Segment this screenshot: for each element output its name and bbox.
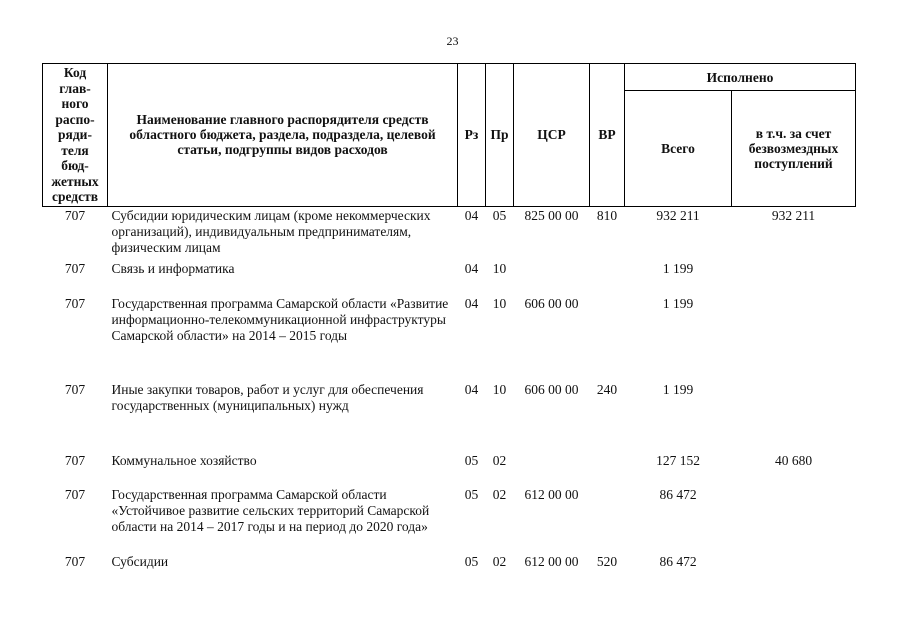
- table-row: [43, 295, 856, 381]
- header-executed: Исполнено: [625, 64, 856, 91]
- cell-rz: 05: [464, 553, 479, 569]
- table-row: [43, 486, 856, 553]
- header-code-line: средств: [51, 189, 99, 204]
- cell-vr: [590, 295, 625, 381]
- cell-vr: [590, 486, 625, 553]
- header-code-line: бюд-: [61, 158, 89, 173]
- table-body: [43, 206, 856, 572]
- cell-rz: 04: [464, 295, 479, 311]
- cell-pr: 10: [492, 381, 507, 397]
- header-code-line: ряди-: [58, 127, 92, 142]
- budget-execution-table: [42, 63, 856, 572]
- table-row: [43, 381, 856, 452]
- cell-vr: 810: [596, 207, 618, 223]
- cell-gratuitous: [732, 486, 856, 553]
- cell-rz: 05: [464, 452, 479, 468]
- cell-rz: 05: [464, 486, 479, 502]
- header-gratuitous: в т.ч. за счет безвозмездных поступлений: [732, 91, 856, 207]
- cell-rz: 04: [464, 207, 479, 223]
- header-code-line: жетных: [51, 173, 99, 189]
- cell-csr: 606 00 00: [524, 295, 579, 311]
- header-total: Всего: [625, 91, 732, 207]
- header-pr: Пр: [486, 64, 514, 207]
- header-code-line: теля: [61, 142, 89, 158]
- cell-csr: 825 00 00: [524, 207, 579, 223]
- cell-pr: 02: [492, 452, 507, 468]
- cell-pr: 10: [492, 295, 507, 311]
- header-code-line: глав-: [59, 80, 91, 96]
- cell-code: 707: [64, 452, 86, 468]
- cell-total: 127 152: [656, 452, 700, 468]
- page-number: 23: [446, 34, 459, 48]
- cell-total: 86 472: [659, 553, 697, 569]
- cell-csr: 612 00 00: [524, 553, 579, 569]
- cell-vr: [590, 260, 625, 295]
- cell-gratuitous: 40 680: [774, 452, 813, 468]
- cell-code: 707: [64, 295, 86, 311]
- header-rz: Рз: [458, 64, 486, 207]
- cell-total: 1 199: [662, 260, 694, 276]
- header-code-line: распо-: [55, 111, 95, 127]
- cell-pr: 10: [492, 260, 507, 276]
- table-row: [43, 260, 856, 295]
- cell-gratuitous: 932 211: [771, 207, 816, 223]
- cell-rz: 04: [464, 381, 479, 397]
- cell-csr: 606 00 00: [524, 381, 579, 397]
- cell-rz: 04: [464, 260, 479, 276]
- cell-name: Государственная программа Самарской области «Развитие информационно-телекоммуникационной инфраструктуры Самарской области» на 2014 – 2015 годы: [111, 295, 449, 343]
- cell-code: 707: [64, 486, 86, 502]
- cell-gratuitous: [732, 295, 856, 381]
- cell-name: Коммунальное хозяйство: [111, 452, 257, 468]
- header-vr: ВР: [590, 64, 625, 207]
- table-header: [43, 64, 856, 207]
- cell-name: Государственная программа Самарской области «Устойчивое развитие сельских территорий Самарской области на 2014 – 2017 годы и на период до 2020 года»: [111, 486, 430, 534]
- cell-code: 707: [64, 381, 86, 397]
- cell-gratuitous: [732, 553, 856, 572]
- cell-gratuitous: [732, 381, 856, 452]
- cell-pr: 02: [492, 553, 507, 569]
- cell-name: Субсидии юридическим лицам (кроме некоммерческих организаций), индивидуальным предпринимателям, физическим лицам: [111, 207, 431, 255]
- table-row: [43, 452, 856, 486]
- cell-csr: 612 00 00: [524, 486, 579, 502]
- cell-vr: [590, 452, 625, 486]
- cell-total: 932 211: [656, 207, 700, 223]
- header-name: Наименование главного распорядителя средств областного бюджета, раздела, подраздела, целевой статьи, подгруппы видов расходов: [108, 64, 458, 207]
- cell-name: Субсидии: [111, 553, 169, 569]
- cell-vr: 520: [596, 553, 618, 569]
- header-code-line: ного: [61, 96, 89, 111]
- cell-vr: 240: [596, 381, 618, 397]
- cell-csr: [514, 260, 590, 295]
- table-row: [43, 206, 856, 260]
- cell-pr: 02: [492, 486, 507, 502]
- cell-csr: [514, 452, 590, 486]
- cell-code: 707: [64, 553, 86, 569]
- cell-total: 1 199: [662, 381, 694, 397]
- cell-pr: 05: [492, 207, 507, 223]
- table-row: [43, 553, 856, 572]
- cell-total: 1 199: [662, 295, 694, 311]
- cell-code: 707: [64, 260, 86, 276]
- cell-name: Связь и информатика: [111, 260, 235, 276]
- cell-gratuitous: [732, 260, 856, 295]
- cell-total: 86 472: [659, 486, 697, 502]
- cell-name: Иные закупки товаров, работ и услуг для обеспечения государственных (муниципальных) нужд: [111, 381, 424, 413]
- header-code: [43, 64, 108, 207]
- header-csr: ЦСР: [514, 64, 590, 207]
- cell-code: 707: [64, 207, 86, 223]
- header-code-line: Код: [63, 65, 87, 80]
